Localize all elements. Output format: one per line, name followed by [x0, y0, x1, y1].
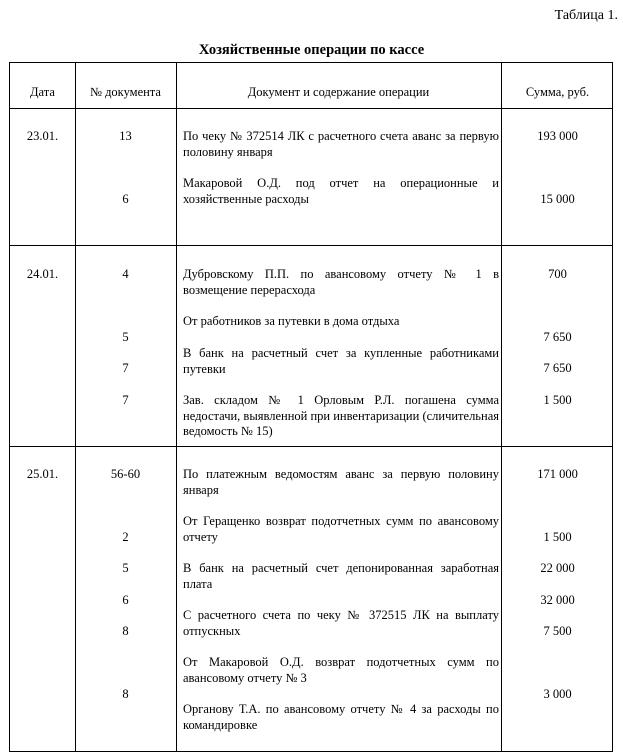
operation-text: По чеку № 372514 ЛК с расчетного счета аванс за первую половину января [183, 129, 499, 159]
operation-text: От Геращенко возврат подотчетных сумм по авансовому отчету [183, 514, 499, 544]
operations-table [9, 62, 613, 752]
doc-number-cell: 8 [122, 624, 129, 638]
operation-text: От Макаровой О.Д. возврат подотчетных сумм по авансовому отчету № 3 [183, 655, 499, 685]
header-content: Документ и содержание операции [247, 85, 430, 99]
doc-number-cell: 56-60 [110, 467, 141, 481]
doc-number-cell: 13 [119, 129, 132, 143]
doc-number-cell: 7 [122, 361, 129, 375]
amount-cell: 700 [548, 267, 567, 281]
amount-cell: 7 650 [543, 361, 572, 375]
column-divider [176, 63, 177, 751]
operation-text: В банк на расчетный счет депонированная заработная плата [183, 561, 499, 591]
amount-cell: 171 000 [537, 467, 578, 481]
doc-number-cell: 6 [122, 593, 129, 607]
operation-text: Зав. складом № 1 Орловым Р.Л. погашена сумма недостачи, выявленной при инвентаризации (сличительная ведомость № 15) [183, 393, 499, 438]
amount-cell: 3 000 [543, 687, 572, 701]
header-amount: Сумма, руб. [525, 85, 590, 99]
header-date: Дата [30, 85, 55, 99]
amount-cell: 7 500 [543, 624, 572, 638]
doc-number-cell: 6 [122, 192, 129, 206]
operation-text: Органову Т.А. по авансовому отчету № 4 за расходы по командировке [183, 702, 499, 732]
doc-number-cell: 8 [122, 687, 129, 701]
operation-text: Макаровой О.Д. под отчет на операционные и хозяйственные расходы [183, 176, 499, 206]
doc-number-cell: 4 [122, 267, 129, 281]
doc-number-cell: 7 [122, 393, 129, 407]
operation-text: Дубровскому П.П. по авансовому отчету № 1 в возмещение перерасхода [183, 267, 499, 297]
table-caption: Таблица 1. [554, 8, 618, 23]
date-cell: 23.01. [26, 129, 59, 143]
operation-text: С расчетного счета по чеку № 372515 ЛК на выплату отпускных [183, 608, 499, 638]
header-divider [10, 108, 612, 109]
operation-text: В банк на расчетный счет за купленные работниками путевки [183, 346, 499, 376]
operation-text: От работников за путевки в дома отдыха [183, 314, 400, 328]
amount-cell: 1 500 [543, 393, 572, 407]
amount-cell: 1 500 [543, 530, 572, 544]
amount-cell: 15 000 [540, 192, 575, 206]
table-title: Хозяйственные операции по кассе [198, 42, 425, 58]
doc-number-cell: 5 [122, 561, 129, 575]
header-doc-number: № документа [90, 85, 161, 99]
operation-text: По платежным ведомостям аванс за первую половину января [183, 467, 499, 497]
date-cell: 24.01. [26, 267, 59, 281]
group-divider [10, 446, 612, 447]
date-cell: 25.01. [26, 467, 59, 481]
amount-cell: 7 650 [543, 330, 572, 344]
doc-number-cell: 2 [122, 530, 129, 544]
amount-cell: 193 000 [537, 129, 578, 143]
amount-cell: 32 000 [540, 593, 575, 607]
doc-number-cell: 5 [122, 330, 129, 344]
group-divider [10, 245, 612, 246]
amount-cell: 22 000 [540, 561, 575, 575]
